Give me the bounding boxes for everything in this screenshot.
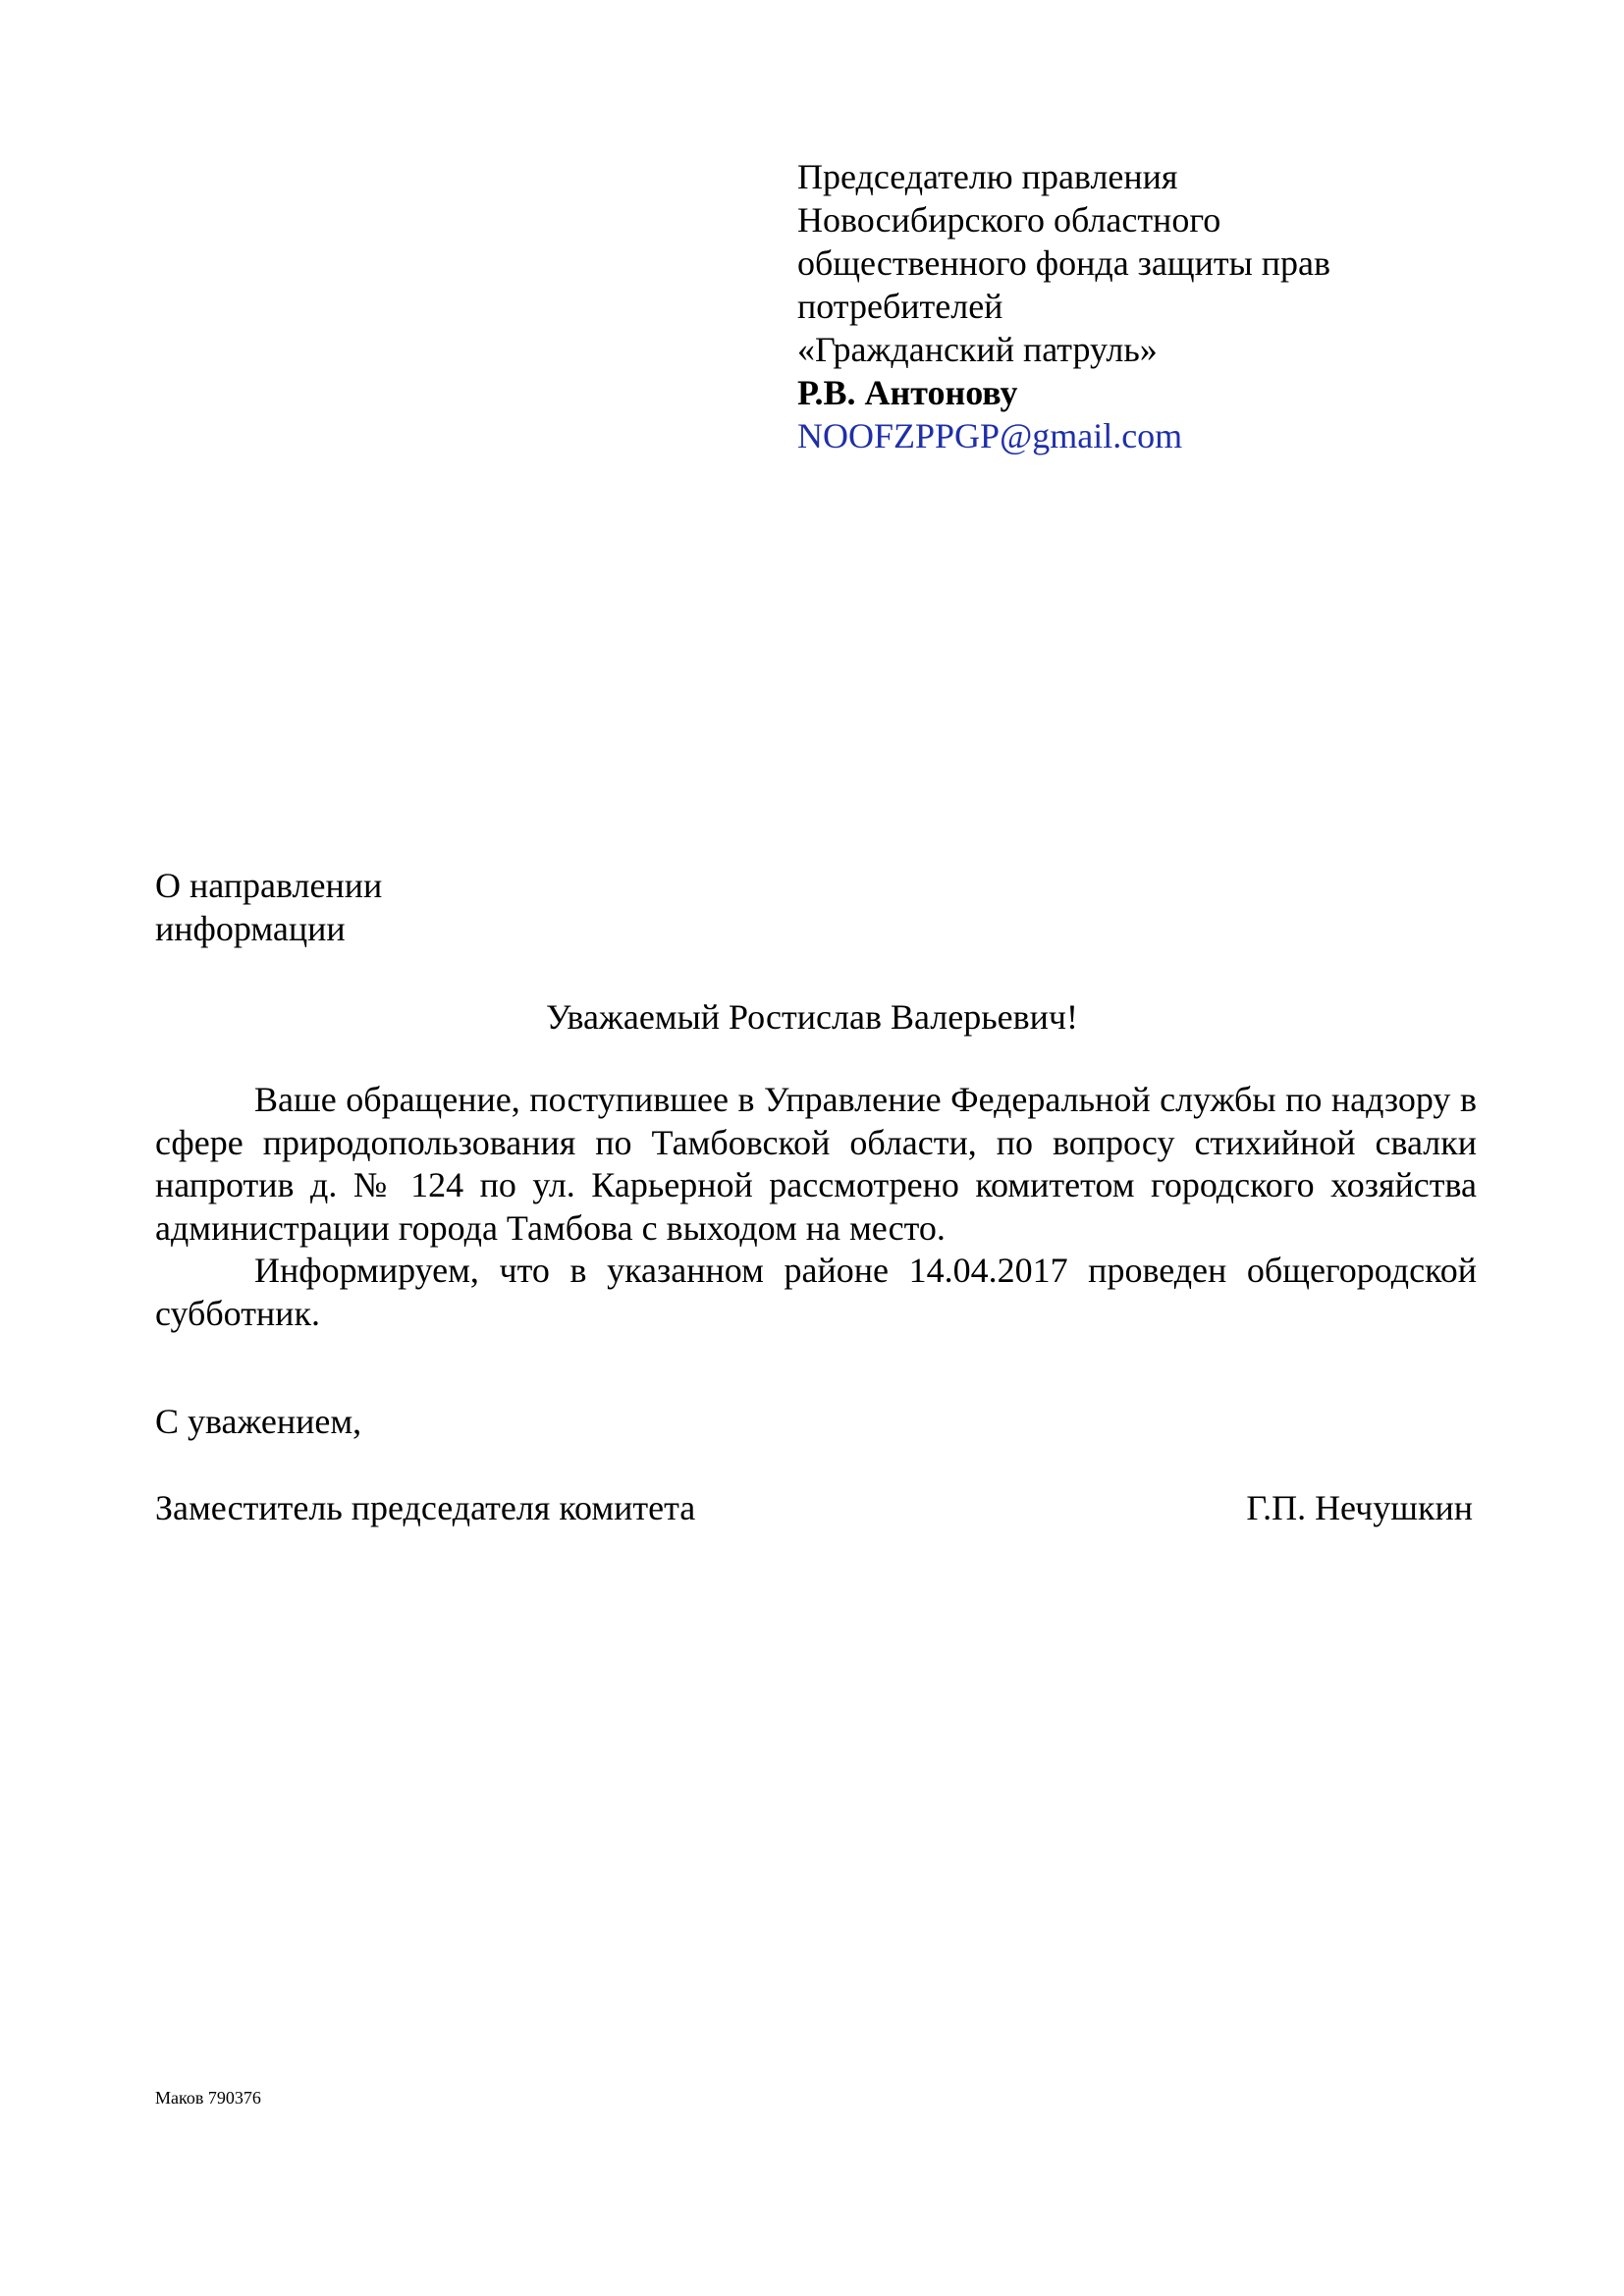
executor-note: Маков 790376: [155, 2088, 261, 2108]
addressee-line: потребителей: [797, 287, 1003, 326]
signer-position: Заместитель председателя комитета: [155, 1488, 696, 1527]
subject-line: О направлении: [155, 866, 383, 905]
addressee-line: Новосибирского областного: [797, 200, 1221, 240]
addressee-line: «Гражданский патруль»: [797, 330, 1158, 369]
addressee-name: Р.В. Антонову: [797, 373, 1018, 412]
addressee-email-link[interactable]: NOOFZPPGP@gmail.com: [797, 416, 1183, 455]
addressee-line: общественного фонда защиты прав: [797, 243, 1331, 283]
body-paragraph: Ваше обращение, поступившее в Управление Федеральной службы по надзору в сфере природопользования по Тамбовской области, по вопросу стихийной свалки напротив д. № 124 по ул. Карьерной рассмотрено комитетом городского хозяйства администрации города Тамбова с выходом на место.: [155, 1080, 1477, 1248]
addressee-line: Председателю правления: [797, 157, 1178, 196]
subject-line: информации: [155, 909, 346, 948]
letter-body: [155, 1079, 1477, 1335]
subject-block: [155, 864, 382, 950]
salutation: Уважаемый Ростислав Валерьевич!: [546, 997, 1078, 1037]
addressee-block: [797, 155, 1485, 457]
closing-phrase: С уважением,: [155, 1402, 362, 1441]
signer-name: Г.П. Нечушкин: [1246, 1488, 1473, 1527]
body-paragraph: Информируем, что в указанном районе 14.04.2017 проведен общегородской субботник.: [155, 1251, 1477, 1333]
